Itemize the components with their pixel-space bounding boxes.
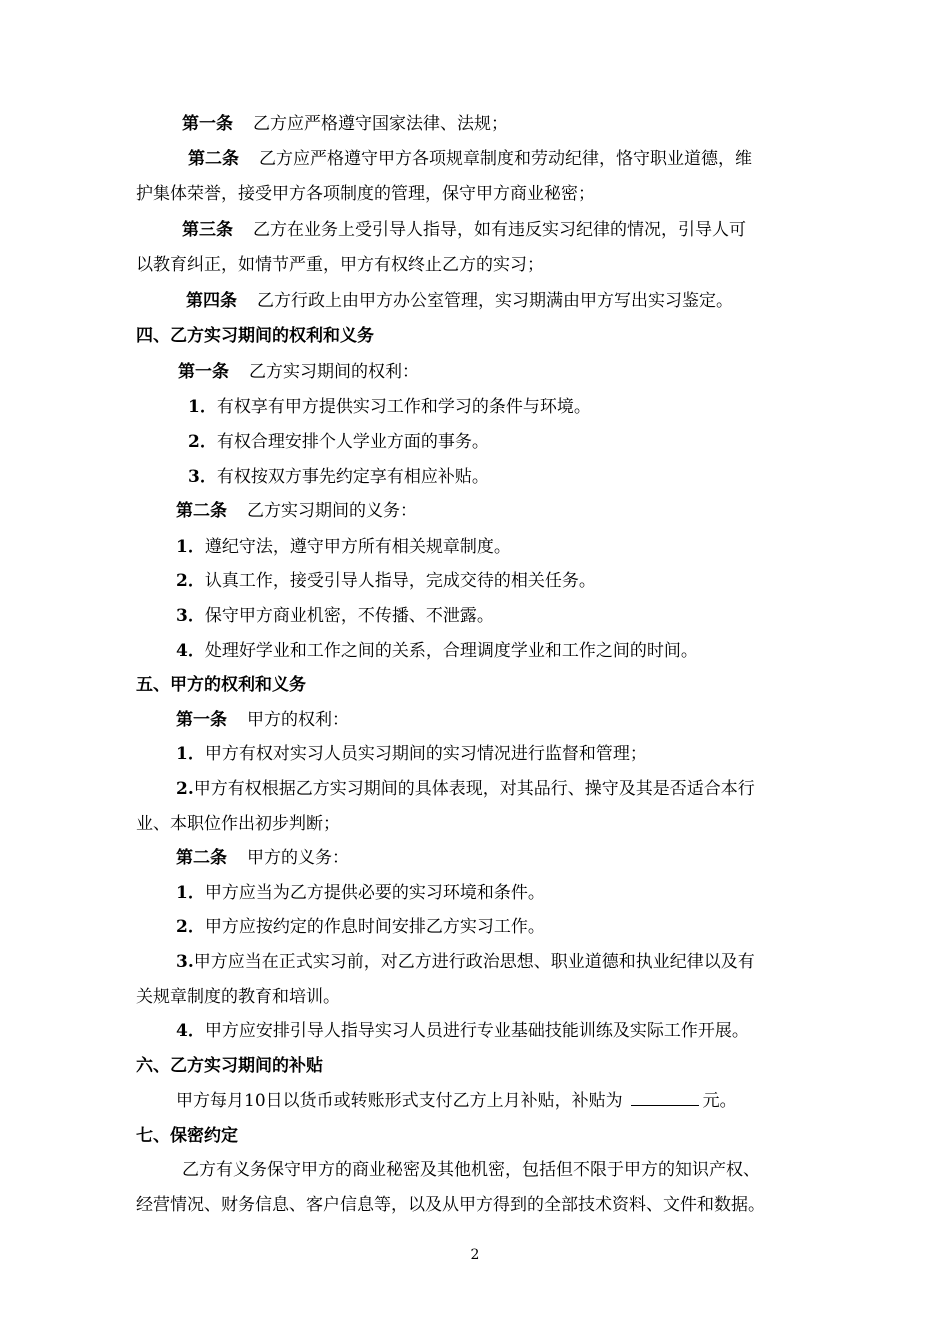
article-line: 第二条 甲方的义务： (176, 848, 349, 868)
list-item: 1．遵纪守法，遵守甲方所有相关规章制度。 (176, 537, 511, 557)
list-item: 4．处理好学业和工作之间的关系，合理调度学业和工作之间的时间。 (176, 641, 698, 661)
section-heading: 四、乙方实习期间的权利和义务 (136, 326, 374, 346)
list-item: 2.甲方有权根据乙方实习期间的具体表现，对其品行、操守及其是否适合本行 (176, 779, 755, 799)
list-item: 1．甲方应当为乙方提供必要的实习环境和条件。 (176, 883, 545, 903)
list-item: 1．甲方有权对实习人员实习期间的实习情况进行监督和管理； (176, 744, 647, 764)
continuation-line: 经营情况、财务信息、客户信息等，以及从甲方得到的全部技术资料、文件和数据。 (136, 1195, 765, 1215)
article-line: 第二条 乙方实习期间的义务： (176, 501, 417, 521)
list-item: 3．保守甲方商业机密，不传播、不泄露。 (176, 606, 494, 626)
continuation-line: 业、本职位作出初步判断； (136, 814, 340, 834)
list-item: 3．有权按双方事先约定享有相应补贴。 (188, 467, 489, 487)
section-heading: 五、甲方的权利和义务 (136, 675, 306, 695)
page-number: 2 (470, 1247, 480, 1263)
article-line: 第一条 乙方应严格遵守国家法律、法规； (182, 114, 508, 134)
list-item: 3.甲方应当在正式实习前，对乙方进行政治思想、职业道德和执业纪律以及有 (176, 952, 755, 972)
article-line: 第二条 乙方应严格遵守甲方各项规章制度和劳动纪律，恪守职业道德，维 (188, 149, 752, 169)
paragraph-line: 乙方有义务保守甲方的商业秘密及其他机密，包括但不限于甲方的知识产权、 (182, 1160, 760, 1180)
list-item: 2．有权合理安排个人学业方面的事务。 (188, 432, 489, 452)
continuation-line: 关规章制度的教育和培训。 (136, 987, 340, 1007)
list-item: 2．认真工作，接受引导人指导，完成交待的相关任务。 (176, 571, 596, 591)
section-heading: 六、乙方实习期间的补贴 (136, 1056, 323, 1076)
article-line: 第一条 乙方实习期间的权利： (178, 362, 419, 382)
subsidy-line: 甲方每月10日以货币或转账形式支付乙方上月补贴，补贴为 元。 (176, 1091, 737, 1111)
list-item: 1．有权享有甲方提供实习工作和学习的条件与环境。 (188, 397, 591, 417)
article-line: 第四条 乙方行政上由甲方办公室管理，实习期满由甲方写出实习鉴定。 (186, 291, 733, 311)
list-item: 4．甲方应安排引导人指导实习人员进行专业基础技能训练及实际工作开展。 (176, 1021, 749, 1041)
subsidy-amount-blank (631, 1089, 699, 1106)
article-line: 第三条 乙方在业务上受引导人指导，如有违反实习纪律的情况，引导人可 (182, 220, 746, 240)
continuation-line: 护集体荣誉，接受甲方各项制度的管理，保守甲方商业秘密； (136, 184, 595, 204)
article-line: 第一条 甲方的权利： (176, 710, 349, 730)
continuation-line: 以教育纠正，如情节严重，甲方有权终止乙方的实习； (136, 255, 544, 275)
section-heading: 七、保密约定 (136, 1126, 238, 1146)
list-item: 2．甲方应按约定的作息时间安排乙方实习工作。 (176, 917, 545, 937)
